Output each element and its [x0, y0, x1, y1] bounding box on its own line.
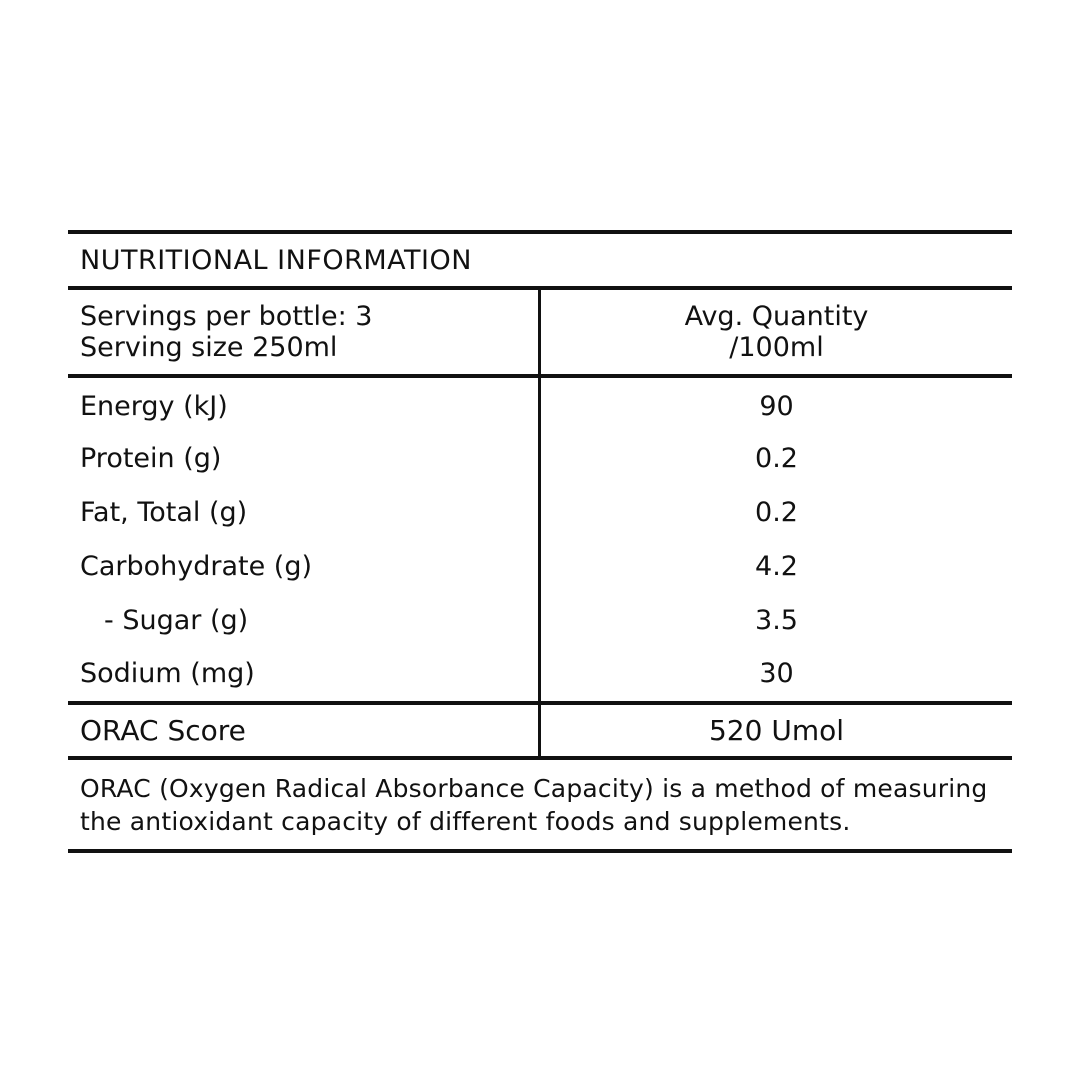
serving-size: Serving size 250ml: [80, 332, 338, 363]
footnote-line: ORAC (Oxygen Radical Absorbance Capacity) is a method of measuring: [80, 773, 988, 803]
nutrient-row: [68, 647, 1012, 701]
serving-info-row: [68, 290, 1012, 374]
nutrient-name: - Sugar (g): [104, 604, 249, 636]
nutrient-value: 0.2: [755, 443, 798, 475]
nutrient-row: [68, 593, 1012, 647]
nutrient-name: Sodium (mg): [80, 658, 255, 690]
nutrient-row: [68, 378, 1012, 432]
servings-per-bottle: Servings per bottle: 3: [80, 301, 373, 332]
panel-title: NUTRITIONAL INFORMATION: [80, 244, 472, 276]
nutrient-value: 0.2: [755, 496, 798, 528]
orac-name: ORAC Score: [80, 713, 246, 747]
nutrient-name: Protein (g): [80, 443, 222, 475]
nutrient-row: [68, 432, 1012, 486]
nutrient-name-indent: [68, 593, 538, 647]
nutrient-value: 4.2: [755, 550, 798, 582]
nutrient-value: 30: [759, 658, 794, 690]
nutrient-row: [68, 539, 1012, 593]
bottom-rule: [68, 849, 1012, 853]
nutrition-panel: [68, 230, 1012, 853]
quantity-unit: /100ml: [729, 332, 824, 363]
nutrient-name: Fat, Total (g): [80, 496, 248, 528]
nutrient-name: Carbohydrate (g): [80, 550, 313, 582]
nutrient-name: Energy (kJ): [80, 391, 228, 423]
quantity-header: Avg. Quantity: [684, 301, 869, 332]
nutrient-value: 90: [759, 391, 794, 423]
footnote: [68, 760, 1012, 849]
nutrient-row: [68, 486, 1012, 540]
serving-info-cell: [68, 290, 538, 374]
footnote-line: the antioxidant capacity of different foods and supplements.: [80, 806, 851, 836]
quantity-header-cell: [541, 290, 1012, 374]
orac-value: 520 Umol: [708, 713, 845, 747]
nutrient-value: 3.5: [755, 604, 798, 636]
orac-row: [68, 705, 1012, 756]
